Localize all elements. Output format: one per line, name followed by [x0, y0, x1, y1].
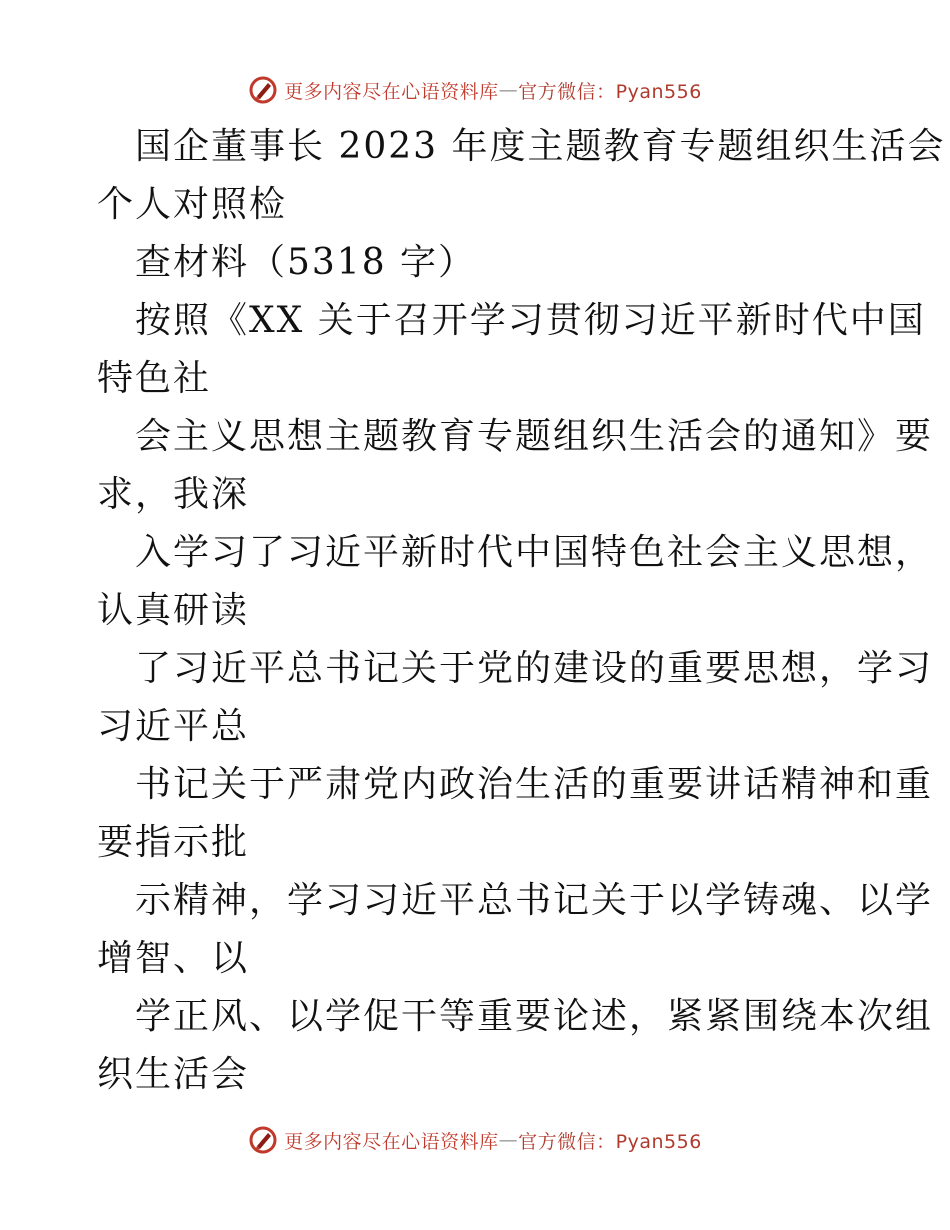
doc-line: 入学习了习近平新时代中国特色社会主义思想， [135, 532, 934, 573]
pen-logo-icon [248, 1125, 278, 1155]
doc-line: 了习近平总书记关于党的建设的重要思想，学习 [135, 648, 934, 689]
doc-line: 国企董事长 2023 年度主题教育专题组织生活会 [135, 126, 946, 167]
footer-banner [0, 1120, 950, 1160]
banner-main-text: 更多内容尽在心语资料库 [284, 80, 499, 103]
doc-line: 认真研读 [97, 590, 250, 631]
banner-main-text: 更多内容尽在心语资料库 [284, 1130, 499, 1153]
doc-line: 增智、以 [97, 938, 250, 979]
banner-wechat-text: 官方微信：Pyan556 [518, 1130, 702, 1153]
doc-line: 按照《XX 关于召开学习贯彻习近平新时代中国 [135, 300, 926, 341]
doc-line: 会主义思想主题教育专题组织生活会的通知》要 [135, 416, 934, 457]
doc-line: 特色社 [97, 358, 212, 399]
banner-separator: — [498, 79, 519, 101]
doc-line: 书记关于严肃党内政治生活的重要讲话精神和重 [135, 764, 934, 805]
doc-line: 查材料（5318 字） [135, 242, 477, 283]
banner-wechat-text: 官方微信：Pyan556 [518, 80, 702, 103]
doc-line: 求，我深 [97, 474, 250, 515]
doc-line: 示精神，学习习近平总书记关于以学铸魂、以学 [135, 880, 934, 921]
doc-line: 个人对照检 [97, 184, 288, 225]
header-banner [0, 70, 950, 110]
document-body [97, 118, 946, 1104]
banner-separator: — [498, 1129, 519, 1151]
doc-line: 习近平总 [97, 706, 250, 747]
pen-logo-icon [248, 75, 278, 105]
doc-line: 织生活会 [97, 1054, 250, 1095]
doc-line: 要指示批 [97, 822, 250, 863]
doc-line: 学正风、以学促干等重要论述，紧紧围绕本次组 [135, 996, 934, 1037]
